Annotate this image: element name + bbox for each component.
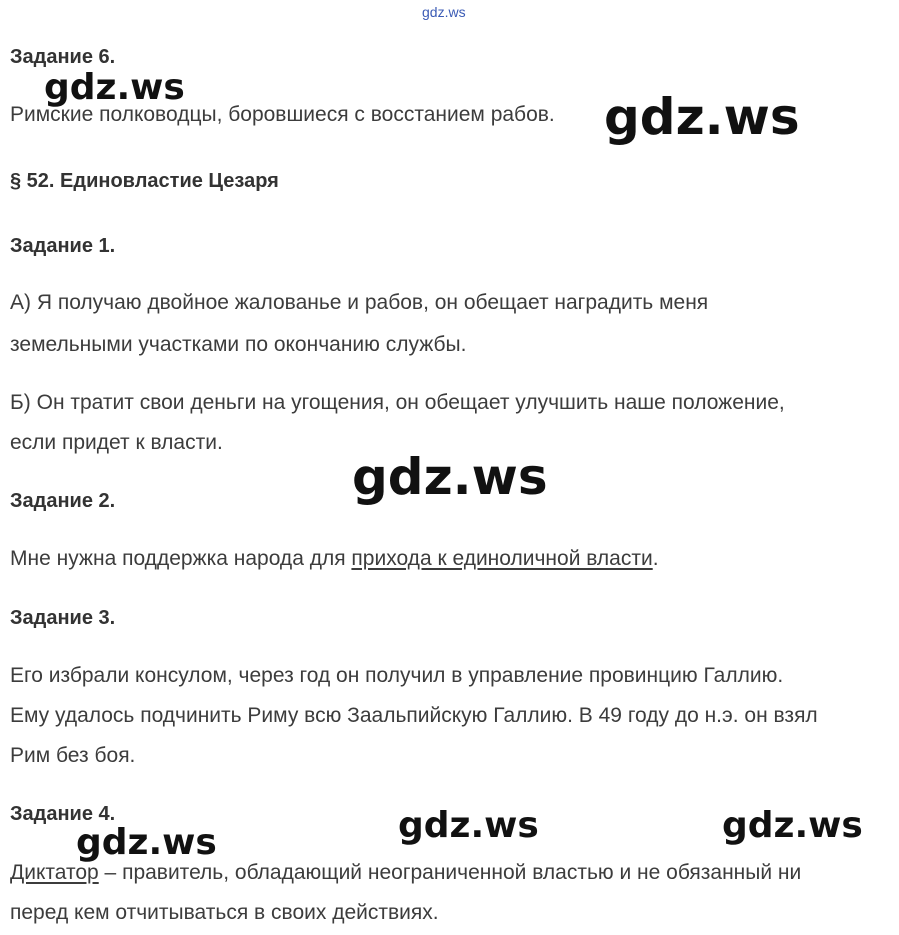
task-4-line-2: перед кем отчитываться в своих действиях. — [10, 901, 439, 924]
task-3-line-1: Его избрали консулом, через год он получил в управление провинцию Галлию. — [10, 664, 784, 687]
task-1-heading: Задание 1. — [10, 235, 116, 257]
task-1-a-line-1: А) Я получаю двойное жалованье и рабов, он обещает наградить меня — [10, 291, 709, 314]
task-1-a-line-2: земельными участками по окончанию службы. — [10, 333, 467, 356]
watermark-1: gdz.ws — [44, 67, 185, 108]
header-watermark: gdz.ws — [422, 4, 466, 20]
task-4-line-1-rest: – правитель, обладающий неограниченной властью и не обязанный ни — [98, 861, 802, 884]
task-3-line-3: Рим без боя. — [10, 744, 136, 767]
watermark-5: gdz.ws — [398, 805, 539, 846]
task-6-text: Римские полководцы, боровшиеся с восстанием рабов. — [10, 103, 555, 126]
task-1-b-line-2: если придет к власти. — [10, 431, 223, 454]
task-1-b-line-1: Б) Он тратит свои деньги на угощения, он обещает улучшить наше положение, — [10, 391, 785, 414]
watermark-3: gdz.ws — [352, 448, 548, 506]
watermark-2: gdz.ws — [604, 88, 800, 146]
task-2-text-underlined: прихода к единоличной власти — [351, 547, 653, 570]
task-3-heading: Задание 3. — [10, 607, 116, 629]
watermark-6: gdz.ws — [722, 805, 863, 846]
task-4-term: Диктатор — [10, 861, 99, 884]
task-2-text-after: . — [652, 547, 659, 570]
watermark-4: gdz.ws — [76, 822, 217, 863]
task-4-heading: Задание 4. — [10, 803, 116, 825]
task-3-line-2: Ему удалось подчинить Риму всю Заальпийскую Галлию. В 49 году до н.э. он взял — [10, 704, 818, 727]
task-2-text-before: Мне нужна поддержка народа для — [10, 547, 352, 570]
task-2-text — [10, 546, 659, 572]
section-title: § 52. Единовластие Цезаря — [10, 170, 279, 192]
task-4-line-1 — [10, 860, 801, 886]
task-6-heading: Задание 6. — [10, 46, 116, 68]
task-2-heading: Задание 2. — [10, 490, 116, 512]
